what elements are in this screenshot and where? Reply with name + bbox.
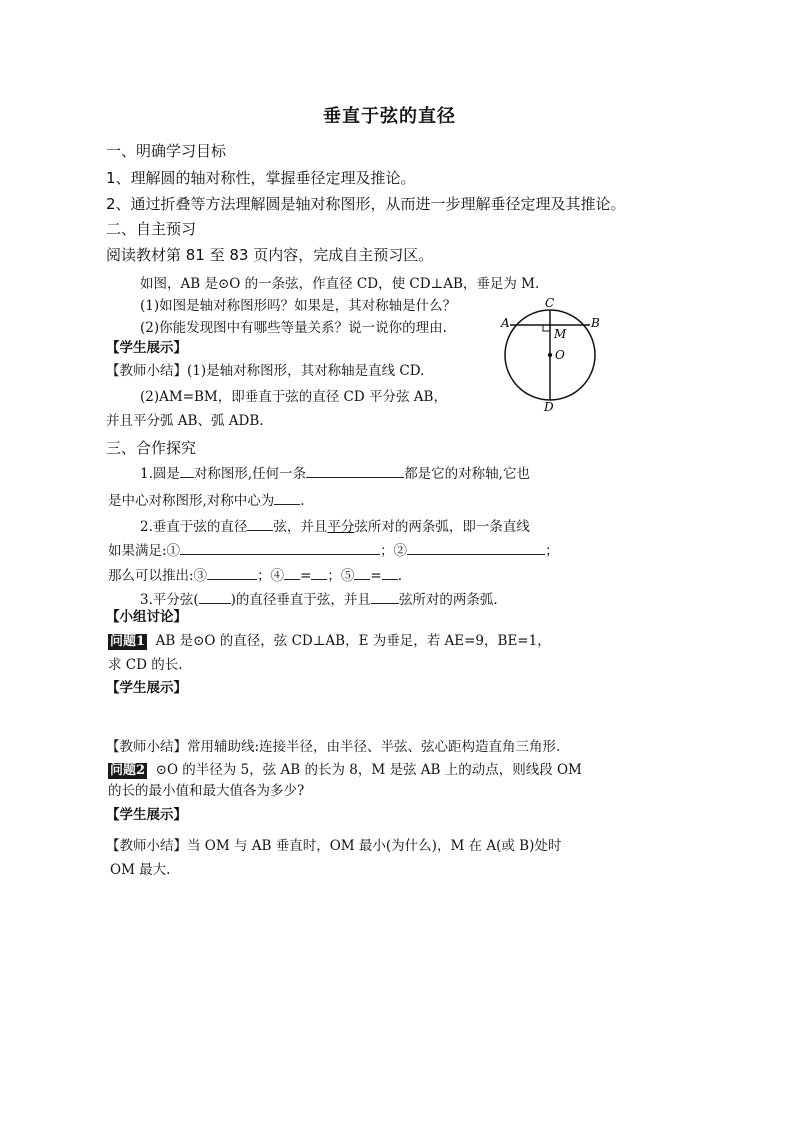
question-2-tag: 问题2 (110, 763, 146, 778)
text: 对称图形,任何一条 (193, 466, 307, 482)
text: 都是它的对称轴,它也 (404, 466, 530, 482)
question-1-line-2: 求 CD 的长. (108, 657, 183, 673)
text: 3.平分弦( (140, 592, 199, 608)
blank[interactable] (382, 565, 398, 580)
label-m: M (554, 327, 567, 341)
text: )的直径垂直于弦，并且 (230, 592, 371, 608)
blank[interactable] (199, 589, 231, 604)
question-1-tag: 问题1 (110, 634, 146, 649)
blank[interactable] (274, 490, 300, 505)
explore-line-3 (140, 516, 530, 536)
text: ； (545, 543, 559, 559)
explore-line-1 (140, 463, 530, 483)
text: = (300, 568, 312, 584)
blank[interactable] (180, 463, 194, 478)
teacher-summary-om-2: OM 最大. (110, 862, 171, 878)
section-heading-goals: 一、明确学习目标 (106, 142, 227, 160)
preview-problem: 如图，AB 是⊙O 的一条弦，作直径 CD，使 CD⊥AB，垂足为 M. (140, 276, 540, 292)
explore-line-2 (108, 490, 305, 510)
question-1 (108, 632, 551, 650)
explore-line-6 (140, 589, 498, 609)
blank[interactable] (306, 463, 404, 478)
explore-line-5 (108, 565, 402, 585)
teacher-summary-1: 【教师小结】(1)是轴对称图形，其对称轴是直线 CD. (106, 363, 425, 379)
blank[interactable] (284, 565, 300, 580)
label-c: C (545, 296, 555, 310)
text: 平分 (327, 519, 355, 535)
blank[interactable] (311, 565, 327, 580)
blank[interactable] (354, 565, 370, 580)
label-o: O (555, 348, 565, 362)
blank[interactable] (180, 540, 380, 555)
text: 弦所对的两条弧，即一条直线 (354, 519, 530, 535)
section-heading-preview: 二、自主预习 (106, 220, 197, 238)
text: 弦所对的两条弧. (398, 592, 498, 608)
blank[interactable] (207, 565, 257, 580)
text: . (397, 568, 402, 584)
student-show-label: 【学生展示】 (106, 807, 187, 823)
label-b: B (591, 316, 600, 330)
text: 如果满足:① (108, 543, 181, 559)
right-angle-mark (543, 325, 550, 331)
circle-diagram (500, 295, 610, 415)
text: 2.垂直于弦的直径 (140, 519, 248, 535)
group-discussion-label: 【小组讨论】 (106, 609, 187, 625)
question-2 (108, 761, 582, 779)
label-d: D (544, 400, 554, 414)
student-show-label: 【学生展示】 (106, 680, 187, 696)
teacher-summary-3: 并且平分弧 AB、弧 ADB. (106, 413, 264, 429)
page-title: 垂直于弦的直径 (323, 106, 456, 127)
blank[interactable] (407, 540, 545, 555)
preview-intro: 阅读教材第 81 至 83 页内容，完成自主预习区。 (106, 246, 434, 264)
preview-question-2: (2)你能发现图中有哪些等量关系？说一说你的理由. (140, 320, 447, 336)
text: ；② (380, 543, 408, 559)
student-show-label: 【学生展示】 (106, 340, 187, 356)
text: ⊙O 的半径为 5，弦 AB 的长为 8，M 是弦 AB 上的动点，则线段 OM (155, 762, 582, 778)
text: 是中心对称图形,对称中心为 (108, 493, 275, 509)
teacher-summary-om: 【教师小结】当 OM 与 AB 垂直时，OM 最小(为什么)，M 在 A(或 B)处时 (106, 838, 562, 854)
text: 那么可以推出:③ (108, 568, 208, 584)
text: = (370, 568, 382, 584)
text: ；④ (257, 568, 285, 584)
section-heading-explore: 三、合作探究 (106, 439, 197, 457)
text: 弦，并且 (273, 519, 328, 535)
goal-item-2: 2、通过折叠等方法理解圆是轴对称图形，从而进一步理解垂径定理及其推论。 (106, 195, 626, 213)
goal-item-1: 1、理解圆的轴对称性，掌握垂径定理及推论。 (106, 169, 416, 187)
preview-question-1: (1)如图是轴对称图形吗？如果是，其对称轴是什么？ (140, 298, 457, 314)
explore-line-4 (108, 540, 559, 560)
blank[interactable] (371, 589, 399, 604)
teacher-summary-2: (2)AM=BM，即垂直于弦的直径 CD 平分弦 AB， (140, 389, 447, 405)
text: 1.圆是 (140, 466, 180, 482)
teacher-summary-aux-lines: 【教师小结】常用辅助线:连接半径，由半径、半弦、弦心距构造直角三角形. (106, 739, 561, 755)
text: ；⑤ (327, 568, 355, 584)
blank[interactable] (247, 516, 273, 531)
center-point (548, 353, 552, 357)
question-2-line-2: 的长的最小值和最大值各为多少? (108, 783, 305, 799)
text: . (300, 493, 305, 509)
label-a: A (501, 316, 510, 330)
text: AB 是⊙O 的直径，弦 CD⊥AB，E 为垂足，若 AE=9，BE=1， (155, 633, 551, 649)
